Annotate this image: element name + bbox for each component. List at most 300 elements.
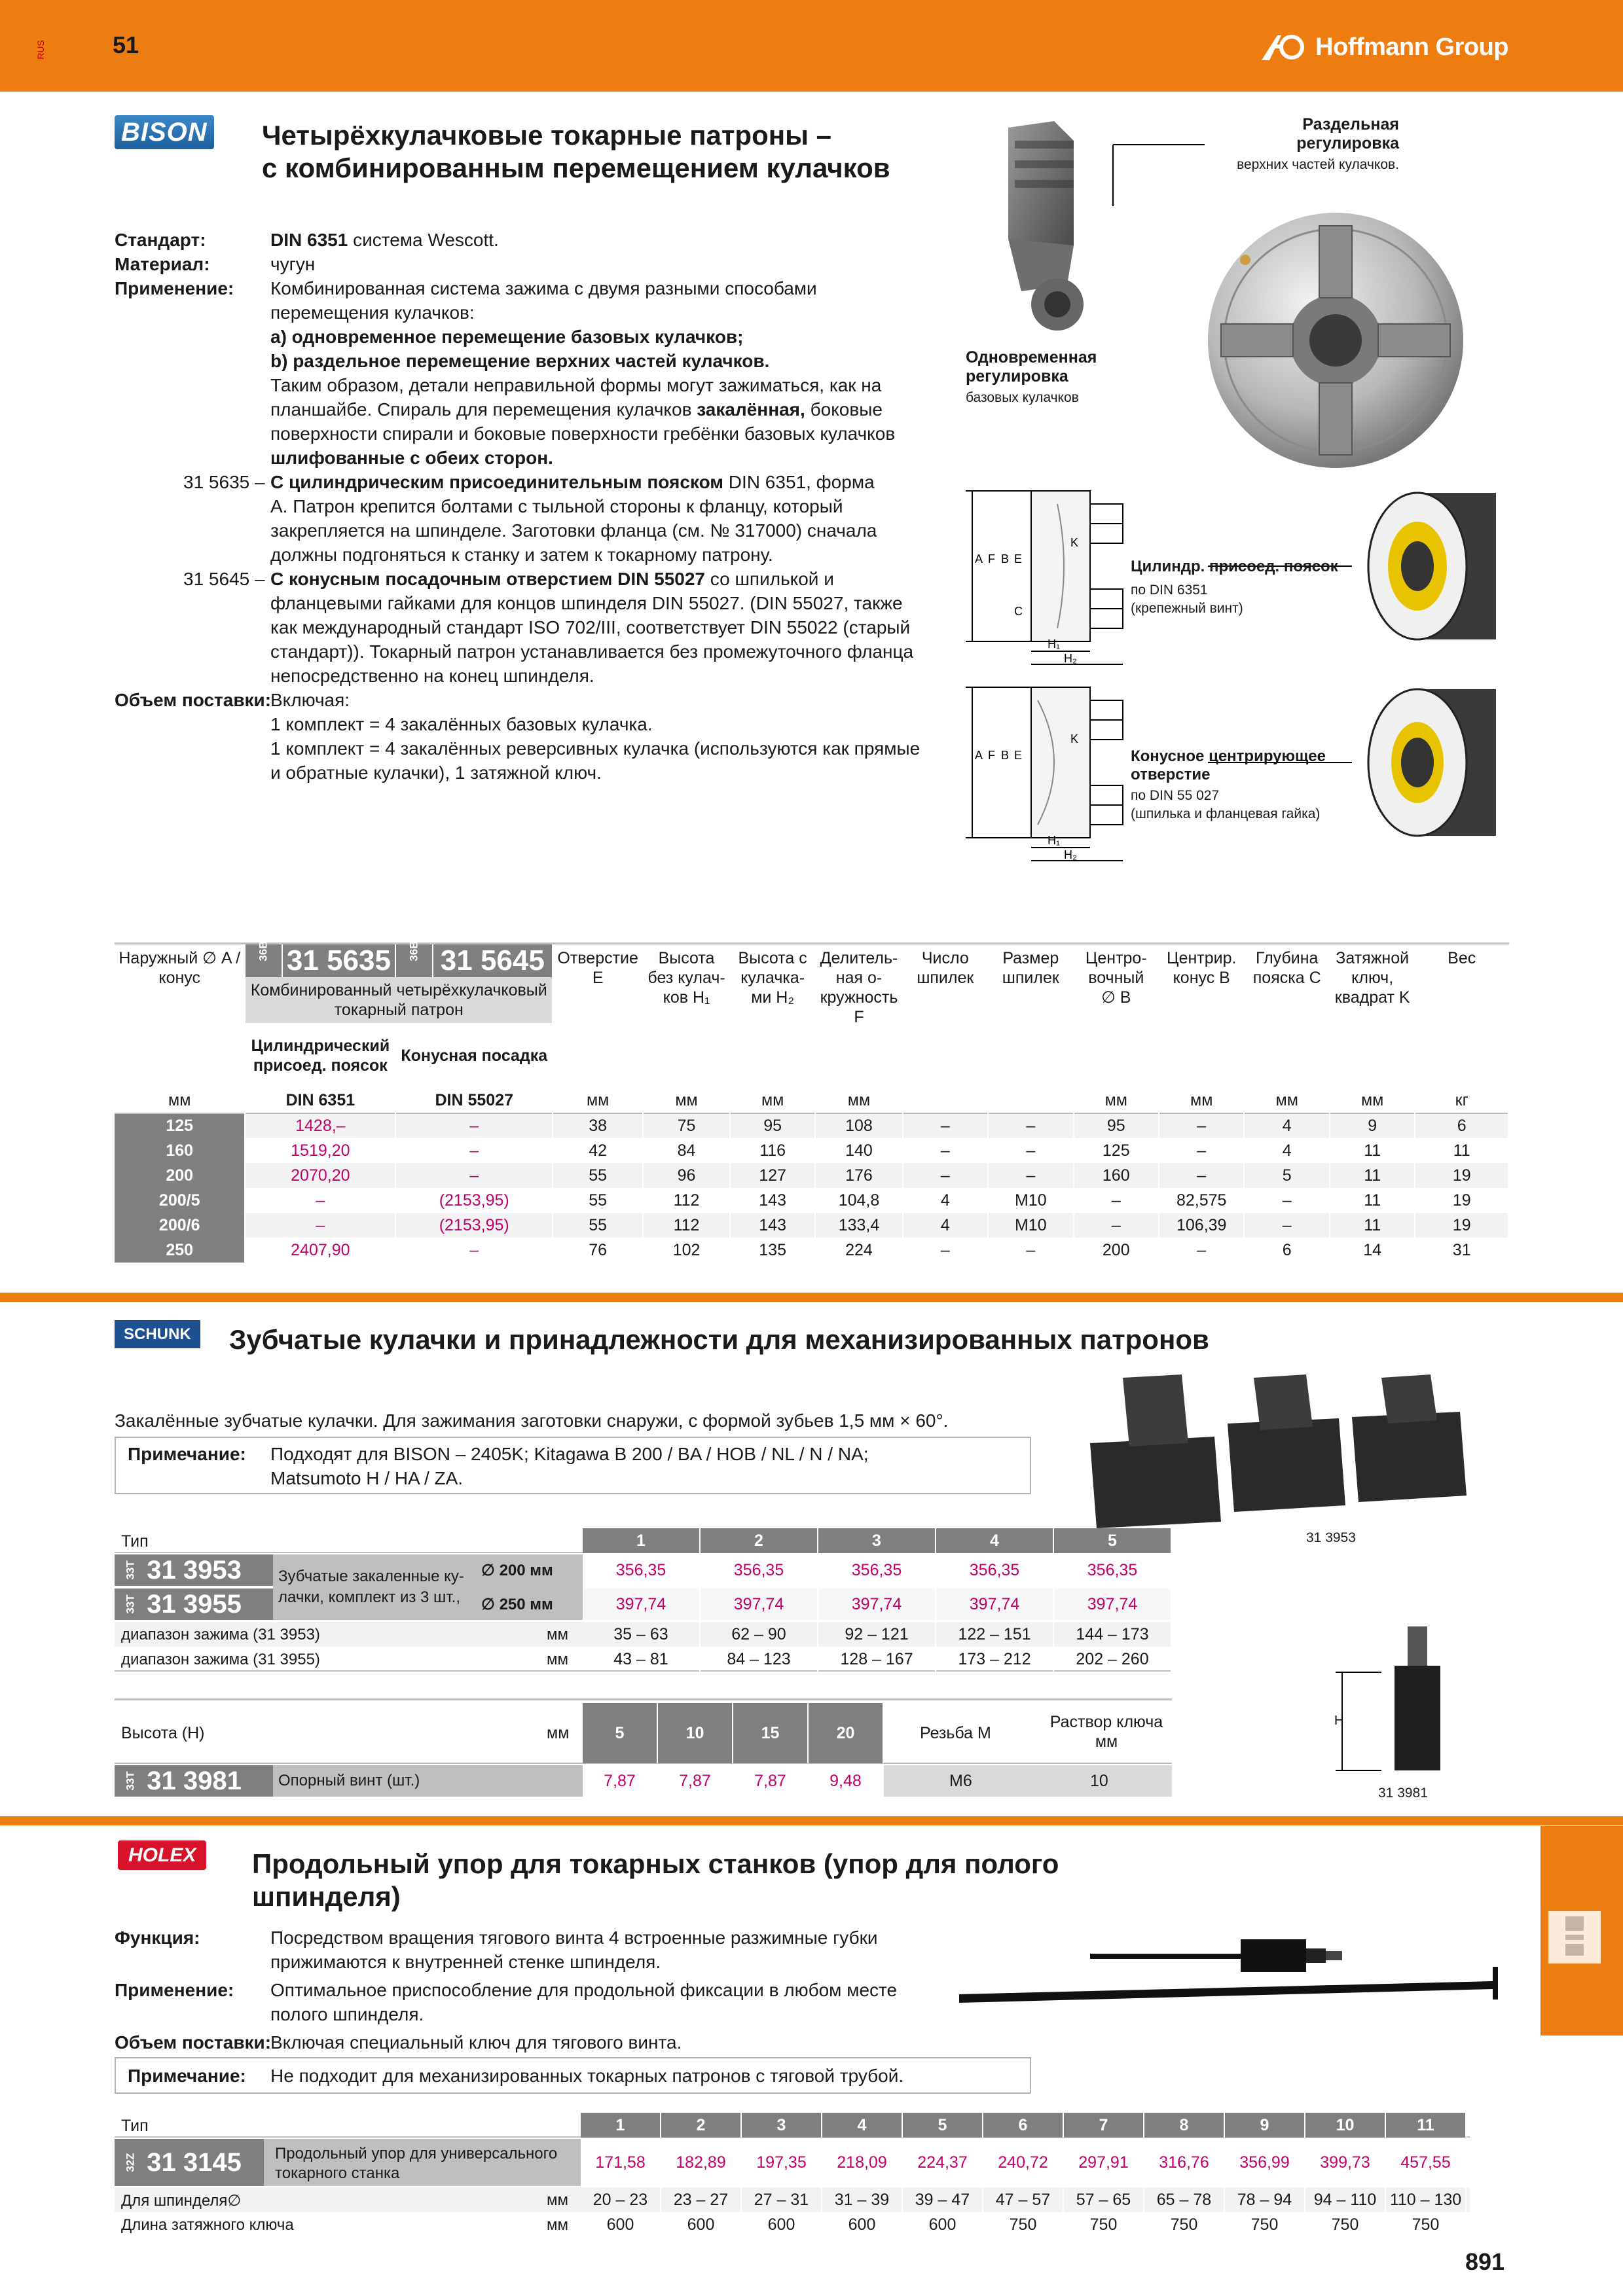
type-column: 5: [903, 2113, 983, 2138]
table-cell: –: [1074, 1188, 1159, 1213]
price-cell: 9,48: [809, 1765, 884, 1797]
price-cell: 197,35: [742, 2139, 822, 2186]
type-column: 1: [583, 1528, 701, 1553]
unit-mm: мм: [553, 1088, 643, 1113]
table-cell: –: [1159, 1163, 1244, 1188]
table-cell: –: [1159, 1238, 1244, 1263]
range-cell: 144 – 173: [1054, 1622, 1172, 1647]
table-cell: 9: [1330, 1113, 1415, 1138]
type-column: 4: [936, 1528, 1054, 1553]
stop-description: токарного станка: [275, 2164, 400, 2182]
table-cell: 5: [1244, 1163, 1329, 1188]
unit-kg: кг: [1415, 1088, 1508, 1113]
chuck-photo-icon: [995, 115, 1532, 507]
table-cell: 133,4: [815, 1213, 902, 1238]
table-cell: 95: [730, 1113, 815, 1138]
th-type: Тип: [121, 1532, 149, 1551]
caption-cylinder-text: по DIN 6351: [1131, 583, 1208, 598]
caption-simultaneous-text: базовых кулачков: [966, 390, 1079, 405]
th-key-size: Раствор ключа: [1049, 1713, 1163, 1731]
section3-specs: [115, 1926, 966, 2054]
table-cell: M10: [988, 1213, 1073, 1238]
spindle-cell: 94 – 110: [1305, 2187, 1386, 2212]
table-cell: –: [988, 1238, 1073, 1263]
key-length-cell: 600: [581, 2212, 661, 2237]
table-row: [115, 1188, 1508, 1213]
bison-logo-text: BISON: [115, 115, 214, 149]
th-stud-size: шпилек: [1002, 969, 1059, 987]
range-cell: 84 – 123: [701, 1647, 818, 1672]
chapter-tab-icon: [1548, 1911, 1601, 1964]
dim-label-c: C: [1014, 605, 1023, 618]
key-length-cell: 600: [661, 2212, 742, 2237]
type-column: 3: [742, 2113, 822, 2138]
spindle-cell: 31 – 39: [822, 2187, 903, 2212]
table-row: [115, 1238, 1508, 1263]
price-cell: 397,74: [818, 1588, 936, 1620]
dim-label-h1: H₁: [1048, 834, 1061, 847]
caption-cylinder: [1131, 558, 1338, 617]
variant1-text: А. Патрон крепится болтами с тыльной стороны к фланцу, который: [270, 496, 843, 516]
th-cylindrical: Цилиндрический: [251, 1037, 390, 1055]
dim-label-b: B: [1001, 749, 1010, 762]
type-column: 3: [818, 1528, 936, 1553]
application-line: Таким образом, детали неправильной формы могут зажиматься, как на: [270, 375, 882, 395]
type-column: 5: [1054, 1528, 1172, 1553]
range-cell: 122 – 151: [936, 1622, 1054, 1647]
section1-title: [262, 119, 890, 185]
th-stud-count: Число: [921, 949, 969, 967]
table-cell: 200: [1074, 1238, 1159, 1263]
table-cell: 160: [115, 1138, 245, 1163]
unit-mm: мм: [1074, 1088, 1159, 1113]
table-cell: 112: [643, 1188, 730, 1213]
height-column: 5: [583, 1703, 658, 1763]
application-line: боковые: [805, 399, 883, 420]
note-line: Matsumoto H / HA / ZA.: [270, 1468, 464, 1488]
article-313981: 31 3981: [147, 1766, 242, 1795]
price-cell: 356,35: [818, 1554, 936, 1586]
note-label: Примечание:: [128, 1444, 246, 1464]
scope-line: 1 комплект = 4 закалённых базовых кулачка.: [270, 714, 653, 734]
standard-label: Стандарт:: [115, 230, 206, 250]
jaws-diameter-250: ∅ 250 мм: [481, 1596, 553, 1613]
page-number: 891: [1465, 2248, 1505, 2275]
chapter-tab[interactable]: [1541, 1826, 1623, 2036]
table-cell: (2153,95): [395, 1188, 553, 1213]
th-key-size: мм: [1095, 1732, 1118, 1751]
th-stud-size: Размер: [1002, 949, 1059, 967]
type-column: 11: [1386, 2113, 1467, 2138]
table-cell: 4: [903, 1188, 988, 1213]
table-cell: 11: [1330, 1188, 1415, 1213]
stop-image: [956, 1921, 1532, 2026]
caption-cone: [1131, 747, 1326, 822]
support-screw-icon: [1329, 1620, 1447, 1790]
chuck-illustration: [995, 115, 1532, 507]
key-length-cell: 600: [903, 2212, 983, 2237]
standard-text: система Wescott.: [348, 230, 499, 250]
unit-mm: мм: [1159, 1088, 1244, 1113]
th-subtitle: Комбинированный четырёхкулачковый: [250, 981, 547, 999]
application-line: перемещения кулачков:: [270, 302, 475, 323]
height-column: 10: [658, 1703, 733, 1763]
table-cell: 140: [815, 1138, 902, 1163]
function-label: Функция:: [115, 1928, 200, 1948]
spindle-stop-icon: [956, 1921, 1532, 2026]
th-subtitle: токарный патрон: [334, 1001, 464, 1019]
range-cell: 35 – 63: [583, 1622, 701, 1647]
price-cell: 356,99: [1225, 2139, 1305, 2186]
table-cell: 11: [1330, 1163, 1415, 1188]
section1-specs: [115, 228, 953, 785]
key-length-cell: 750: [1144, 2212, 1225, 2237]
table-cell: –: [1244, 1213, 1329, 1238]
type-column: 10: [1305, 2113, 1386, 2138]
key-length-cell: 600: [742, 2212, 822, 2237]
table-cell: 82,575: [1159, 1188, 1244, 1213]
table-cell: –: [1159, 1113, 1244, 1138]
type-column: 6: [983, 2113, 1064, 2138]
type-column: 2: [661, 2113, 742, 2138]
price-cell: 356,35: [583, 1554, 701, 1586]
th-cone-b: Центрир.: [1167, 949, 1237, 967]
stop-description: Продольный упор для универсального: [275, 2145, 558, 2162]
chuck-table: [115, 942, 1509, 1263]
th-type: Тип: [121, 2117, 149, 2135]
type-column: 1: [581, 2113, 661, 2138]
th-f: ная о-: [835, 969, 883, 987]
unit-mm: мм: [547, 2191, 568, 2209]
section1-title-line2: с комбинированным перемещением кулачков: [262, 152, 890, 183]
table-cell: 112: [643, 1213, 730, 1238]
table-cell: 2407,90: [245, 1238, 395, 1263]
section3-note: [115, 2057, 1031, 2094]
material-label: Материал:: [115, 254, 210, 274]
th-thread: Резьба M: [920, 1724, 991, 1742]
material-value: чугун: [270, 254, 316, 274]
th-k: квадрат K: [1334, 988, 1410, 1007]
unit-mm: мм: [815, 1088, 902, 1113]
table-cell: –: [1159, 1138, 1244, 1163]
function-line: прижимаются к внутренней стенке шпинделя.: [270, 1952, 661, 1972]
variant2-text: стандарт)). Токарный патрон устанавливается без промежуточного фланца: [270, 641, 914, 662]
scope-line: и обратные кулачки), 1 затяжной ключ.: [270, 762, 602, 783]
table-cell: –: [395, 1163, 553, 1188]
note-label: Примечание:: [128, 2066, 246, 2086]
caption-cylinder-title: Цилиндр. присоед. поясок: [1131, 558, 1338, 575]
application-line: Оптимальное приспособление для продольной фиксации в любом месте: [270, 1980, 898, 2000]
application-bold: закалённая,: [697, 399, 805, 420]
th-k: Затяжной: [1336, 949, 1410, 967]
caption-cylinder-text: (крепежный винт): [1131, 601, 1243, 616]
screw-thread: M6: [949, 1772, 972, 1790]
variant2-number: 31 5645 –: [183, 569, 265, 589]
price-cell: 224,37: [903, 2139, 983, 2186]
th-c: Глубина: [1255, 949, 1319, 967]
range-cell: 173 – 212: [936, 1647, 1054, 1672]
section3-title-line1: Продольный упор для токарных станков (упор для полого: [252, 1848, 1059, 1879]
key-length-cell: 750: [1386, 2212, 1467, 2237]
spindle-cell: 23 – 27: [661, 2187, 742, 2212]
table-cell: 176: [815, 1163, 902, 1188]
spindle-diameter-label: Для шпинделя∅: [121, 2192, 242, 2210]
table-cell: –: [1244, 1188, 1329, 1213]
brand-name: Hoffmann Group: [1315, 33, 1508, 61]
jaws-image: [1084, 1365, 1509, 1535]
variant2-text: со шпилькой и: [705, 569, 834, 589]
application-line: полого шпинделя.: [270, 2004, 424, 2024]
unit-mm: мм: [643, 1088, 730, 1113]
dim-label-f: F: [988, 552, 995, 565]
article-313145: 31 3145: [147, 2147, 242, 2177]
variant2-text: непосредственно на конец шпинделя.: [270, 666, 594, 686]
th-outer-diameter: конус: [158, 969, 201, 987]
table-cell: 106,39: [1159, 1213, 1244, 1238]
price-cell: 356,35: [1054, 1554, 1172, 1586]
spindle-cell: 65 – 78: [1144, 2187, 1225, 2212]
application-label: Применение:: [115, 1980, 234, 2000]
variant2-title: С конусным посадочным отверстием DIN 55027: [270, 569, 706, 589]
table-cell: 200/5: [115, 1188, 245, 1213]
price-cell: 7,87: [658, 1765, 733, 1797]
th-f: кружность: [820, 988, 898, 1007]
table-cell: 19: [1415, 1188, 1508, 1213]
screw-description: Опорный винт (шт.): [278, 1772, 420, 1789]
section2-description: Закалённые зубчатые кулачки. Для зажимания заготовки снаружи, с формой зубьев 1,5 мм × 60°.: [115, 1410, 949, 1431]
th-b: ∅ B: [1101, 988, 1131, 1007]
th-conical: Конусная посадка: [395, 1023, 553, 1088]
dim-label-k: K: [1070, 732, 1079, 745]
stop-table: [115, 2113, 1470, 2237]
jaws-table: [115, 1528, 1172, 1672]
spindle-cell: 47 – 57: [983, 2187, 1064, 2212]
unit-mm: мм: [547, 1651, 568, 1668]
price-cell: 356,35: [701, 1554, 818, 1586]
section2-note: [115, 1437, 1031, 1494]
variant2-text: фланцевыми гайками для концов шпинделя DIN 55027. (DIN 55027, также: [270, 593, 903, 613]
table-cell: 143: [730, 1213, 815, 1238]
screw-image-label: 31 3981: [1378, 1785, 1428, 1801]
price-cell: 182,89: [661, 2139, 742, 2186]
table-cell: 4: [903, 1213, 988, 1238]
range-cell: 62 – 90: [701, 1622, 818, 1647]
th-height: Высота (H): [121, 1724, 205, 1742]
type-column: 4: [822, 2113, 903, 2138]
table-cell: 160: [1074, 1163, 1159, 1188]
caption-separate: [1208, 115, 1399, 173]
bison-logo: [115, 118, 214, 147]
table-cell: 125: [1074, 1138, 1159, 1163]
th-din55027: DIN 55027: [395, 1088, 553, 1113]
price-cell: 397,74: [1054, 1588, 1172, 1620]
price-cell: 397,74: [936, 1588, 1054, 1620]
application-line: шлифованные с обеих сторон.: [270, 448, 553, 468]
table-cell: –: [988, 1138, 1073, 1163]
table-cell: 108: [815, 1113, 902, 1138]
th-article-315645: 31 5645: [433, 944, 553, 977]
section1-title-line1: Четырёхкулачковые токарные патроны –: [262, 120, 832, 151]
table-cell: 11: [1330, 1213, 1415, 1238]
table-cell: 4: [1244, 1138, 1329, 1163]
th-h2: Высота с: [738, 949, 807, 967]
holex-logo-text: HOLEX: [118, 1840, 206, 1870]
th-din6351: DIN 6351: [245, 1088, 395, 1113]
jaws-description: Зубчатые закаленные ку-: [278, 1568, 464, 1585]
table-cell: 19: [1415, 1163, 1508, 1188]
unit-mm: мм: [1330, 1088, 1415, 1113]
article-code: 33T: [124, 1560, 137, 1580]
dim-label-e: E: [1014, 749, 1023, 762]
spindle-cell: 78 – 94: [1225, 2187, 1305, 2212]
table-cell: 14: [1330, 1238, 1415, 1263]
th-h2: кулачка-: [740, 969, 805, 987]
table-cell: 75: [643, 1113, 730, 1138]
th-cone-b: конус B: [1173, 969, 1230, 987]
caption-cone-text: (шпилька и фланцевая гайка): [1131, 806, 1321, 821]
scope-line: 1 комплект = 4 закалённых реверсивных кулачка (используются как прямые: [270, 738, 921, 759]
schunk-logo: [115, 1325, 200, 1344]
table-cell: 102: [643, 1238, 730, 1263]
application-line: поверхности спирали и боковые поверхности гребёнки базовых кулачков: [270, 423, 896, 444]
table-cell: –: [988, 1113, 1073, 1138]
jaws-description: лачки, комплект из 3 шт.,: [278, 1588, 460, 1606]
table-cell: 95: [1074, 1113, 1159, 1138]
table-cell: 19: [1415, 1213, 1508, 1238]
th-h1: без кулач-: [647, 969, 725, 987]
th-h1: Высота: [658, 949, 715, 967]
price-cell: 297,91: [1064, 2139, 1144, 2186]
section-divider: [0, 1293, 1623, 1302]
section-divider: [0, 1816, 1623, 1825]
table-cell: 116: [730, 1138, 815, 1163]
table-cell: M10: [988, 1188, 1073, 1213]
hoffmann-logo-icon: [1260, 33, 1309, 62]
range-cell: 92 – 121: [818, 1622, 936, 1647]
table-cell: 135: [730, 1238, 815, 1263]
table-cell: –: [1074, 1213, 1159, 1238]
language-badge-text: RUS: [35, 40, 46, 60]
height-column: 15: [733, 1703, 809, 1763]
th-bore: Отверстие: [557, 949, 638, 967]
table-cell: 76: [553, 1238, 643, 1263]
type-column: 2: [701, 1528, 818, 1553]
schunk-logo-text: SCHUNK: [115, 1320, 200, 1348]
application-line: b) раздельное перемещение верхних частей кулачков.: [270, 351, 770, 371]
screw-dim-h: H: [1334, 1713, 1344, 1728]
table-cell: 96: [643, 1163, 730, 1188]
table-cell: –: [988, 1163, 1073, 1188]
dim-label-e: E: [1014, 552, 1023, 565]
table-cell: 1428,–: [245, 1113, 395, 1138]
scope-line: Включая:: [270, 690, 350, 710]
spindle-cell: 57 – 65: [1064, 2187, 1144, 2212]
table-cell: 104,8: [815, 1188, 902, 1213]
dim-label-k: K: [1070, 536, 1079, 549]
price-cell: 356,35: [936, 1554, 1054, 1586]
dim-label-f: F: [988, 749, 995, 762]
th-code: 36B: [257, 941, 270, 961]
table-cell: –: [903, 1113, 988, 1138]
table-row: [115, 1213, 1508, 1238]
table-cell: –: [903, 1238, 988, 1263]
table-cell: –: [245, 1213, 395, 1238]
dim-label-h1: H₁: [1048, 637, 1061, 651]
table-cell: 31: [1415, 1238, 1508, 1263]
table-cell: 4: [1244, 1113, 1329, 1138]
dim-label-h2: H₂: [1064, 848, 1077, 861]
type-column: 9: [1225, 2113, 1305, 2138]
price-cell: 397,74: [583, 1588, 701, 1620]
caption-separate-text: верхних частей кулачков.: [1237, 157, 1399, 172]
table-cell: 125: [115, 1113, 245, 1138]
table-cell: 38: [553, 1113, 643, 1138]
th-f: Делитель-: [820, 949, 898, 967]
height-column: 20: [809, 1703, 884, 1763]
table-cell: –: [395, 1138, 553, 1163]
key-length-cell: 600: [822, 2212, 903, 2237]
jaws-diameter-200: ∅ 200 мм: [481, 1562, 553, 1579]
unit-mm: мм: [115, 1088, 245, 1113]
variant1-title: С цилиндрическим присоединительным пояском: [270, 472, 724, 492]
key-length-cell: 750: [1305, 2212, 1386, 2237]
application-line: Комбинированная система зажима с двумя разными способами: [270, 278, 817, 298]
table-cell: (2153,95): [395, 1213, 553, 1238]
table-cell: 224: [815, 1238, 902, 1263]
th-article-315635: 31 5635: [282, 944, 396, 977]
table-cell: 6: [1244, 1238, 1329, 1263]
price-cell: 316,76: [1144, 2139, 1225, 2186]
article-313953: 31 3953: [147, 1555, 242, 1585]
variant1-text: закрепляется на шпинделе. Заготовки фланца (см. № 317000) сначала: [270, 520, 877, 541]
caption-simultaneous: [966, 348, 1097, 406]
variant1-text: DIN 6351, форма: [723, 472, 875, 492]
unit-mm: мм: [730, 1088, 815, 1113]
key-length-cell: 750: [983, 2212, 1064, 2237]
price-cell: 457,55: [1386, 2139, 1467, 2186]
th-code: 36B: [407, 941, 420, 961]
variant2-text: как международный стандарт ISO 702/III, соответствует DIN 55022 (старый: [270, 617, 911, 637]
variant1-text: должны подгоняться к станку и затем к токарному патрону.: [270, 545, 773, 565]
caption-cone-text: по DIN 55 027: [1131, 788, 1220, 803]
note-line: Не подходит для механизированных токарных патронов с тяговой трубой.: [270, 2066, 904, 2086]
top-page-number: 51: [113, 31, 139, 58]
hoffmann-group-logo: [1260, 31, 1508, 63]
table-row: [115, 1113, 1508, 1138]
key-length-cell: 750: [1225, 2212, 1305, 2237]
th-cylindrical: присоед. поясок: [253, 1056, 388, 1075]
table-cell: 1519,20: [245, 1138, 395, 1163]
th-b: Центро-: [1085, 949, 1147, 967]
table-cell: 42: [553, 1138, 643, 1163]
table-cell: 11: [1415, 1138, 1508, 1163]
scope-label: Объем поставки:: [115, 690, 272, 710]
table-cell: –: [395, 1238, 553, 1263]
range-cell: 43 – 81: [583, 1647, 701, 1672]
price-cell: 7,87: [733, 1765, 809, 1797]
variant1-number: 31 5635 –: [183, 472, 265, 492]
key-length-cell: 750: [1064, 2212, 1144, 2237]
table-cell: 200: [115, 1163, 245, 1188]
article-code: 33T: [124, 1771, 137, 1791]
article-code: 33T: [124, 1594, 137, 1614]
type-column: 8: [1144, 2113, 1225, 2138]
caption-cone-title: Конусное центрирующее: [1131, 747, 1326, 765]
range-cell: 202 – 260: [1054, 1647, 1172, 1672]
th-k: ключ,: [1351, 969, 1394, 987]
article-code: 32Z: [124, 2153, 137, 2172]
price-cell: 240,72: [983, 2139, 1064, 2186]
